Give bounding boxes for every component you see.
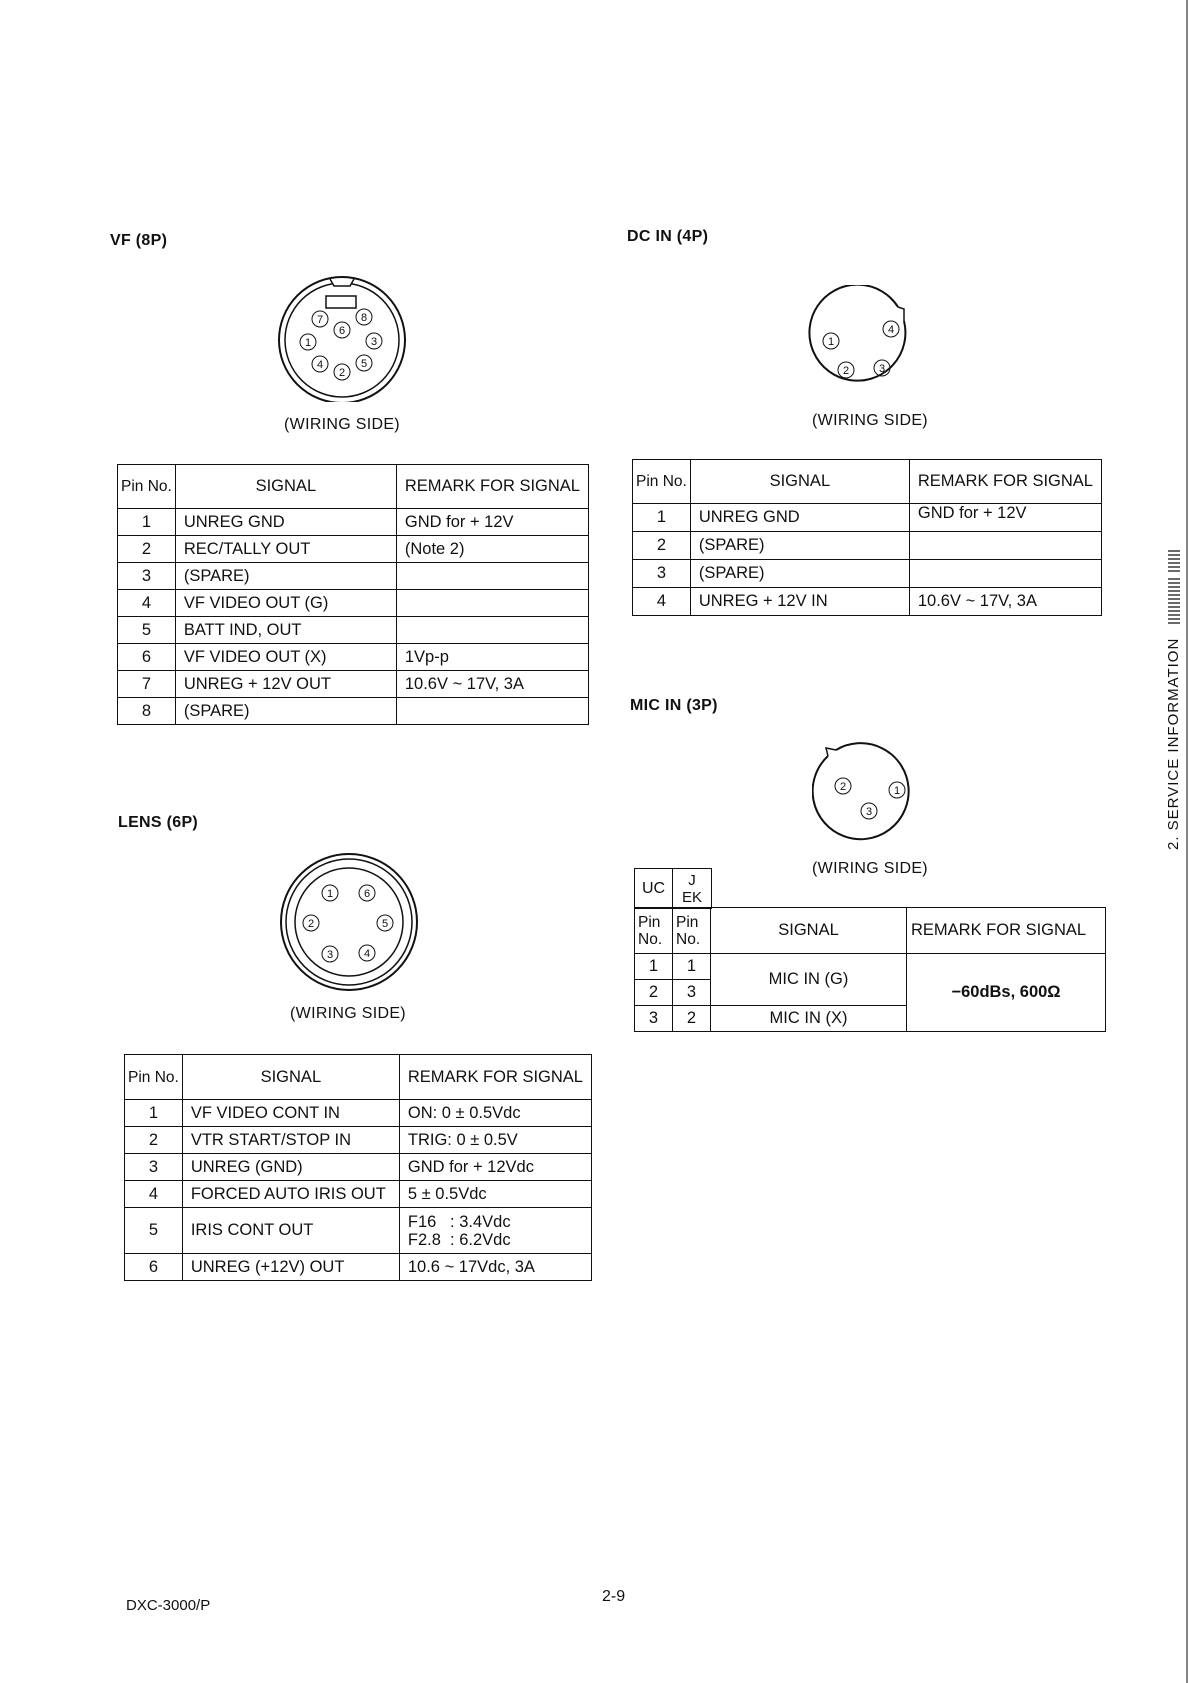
table-row [633, 532, 1102, 560]
table-row [118, 590, 589, 617]
remark-cell [396, 563, 588, 590]
remark-cell: TRIG: 0 ± 0.5V [399, 1127, 591, 1154]
svg-text:4: 4 [316, 359, 324, 371]
table-row [633, 560, 1102, 588]
signal-cell: UNREG + 12V OUT [175, 671, 396, 698]
signal-cell: (SPARE) [175, 563, 396, 590]
svg-text:1: 1 [304, 337, 312, 349]
lens-pin-table [124, 1054, 592, 1281]
pin-number: 4 [125, 1181, 183, 1208]
signal-cell: VF VIDEO CONT IN [182, 1100, 399, 1127]
signal-cell: (SPARE) [175, 698, 396, 725]
signal-column-header: SIGNAL [175, 465, 396, 509]
mic-in-region-header [634, 868, 712, 909]
svg-text:2: 2 [842, 365, 850, 377]
remark-column-header: REMARK FOR SIGNAL [399, 1055, 591, 1100]
vf-pin-table [117, 464, 589, 725]
dc-in-connector-diagram [808, 285, 920, 395]
table-row [635, 954, 1106, 980]
remark-cell: ON: 0 ± 0.5Vdc [399, 1100, 591, 1127]
pin-number: 5 [118, 617, 176, 644]
dc-in-heading: DC IN (4P) [627, 228, 709, 245]
svg-text:6: 6 [338, 325, 346, 337]
jek-region-label: J EK [673, 869, 712, 909]
svg-text:2: 2 [307, 918, 315, 930]
remark-column-header: REMARK FOR SIGNAL [909, 460, 1101, 504]
pin-number: 1 [125, 1100, 183, 1127]
remark-cell [399, 1208, 591, 1254]
remark-cell: (Note 2) [396, 536, 588, 563]
pin-number: 6 [118, 644, 176, 671]
mic-in-pin-table [634, 907, 1106, 1032]
remark-cell: 5 ± 0.5Vdc [399, 1181, 591, 1208]
mic-in-wiring-caption: (WIRING SIDE) [812, 860, 928, 877]
pin-number: 5 [125, 1208, 183, 1254]
signal-cell: VTR START/STOP IN [182, 1127, 399, 1154]
pin-number: 3 [633, 560, 691, 588]
footer-page-number: 2-9 [602, 1588, 626, 1605]
signal-cell: UNREG (+12V) OUT [182, 1254, 399, 1281]
table-row [125, 1127, 592, 1154]
pin-column-header: Pin No. [125, 1055, 183, 1100]
dc-in-table-header [633, 460, 1102, 504]
page-edge-line [1186, 0, 1188, 1683]
pin-number: 7 [118, 671, 176, 698]
signal-cell: BATT IND, OUT [175, 617, 396, 644]
signal-cell: UNREG (GND) [182, 1154, 399, 1181]
signal-cell: UNREG GND [690, 504, 909, 532]
section-side-tab [1165, 545, 1182, 850]
table-row [125, 1100, 592, 1127]
mic-in-connector-diagram [812, 738, 924, 848]
table-row [118, 698, 589, 725]
footer-model: DXC-3000/P [126, 1597, 211, 1614]
pin-uc-column-header: Pin No. [635, 908, 673, 954]
table-row [125, 1181, 592, 1208]
remark-column-header: REMARK FOR SIGNAL [907, 908, 1106, 954]
svg-text:4: 4 [363, 948, 371, 960]
pin-number: 4 [118, 590, 176, 617]
pin-number: 3 [125, 1154, 183, 1181]
table-row [633, 588, 1102, 616]
vf-wiring-caption: (WIRING SIDE) [284, 416, 400, 433]
svg-text:1: 1 [893, 785, 901, 797]
remark-cell [909, 532, 1101, 560]
remark-cell [909, 560, 1101, 588]
remark-column-header: REMARK FOR SIGNAL [396, 465, 588, 509]
svg-text:8: 8 [360, 312, 368, 324]
pin-column-header: Pin No. [118, 465, 176, 509]
svg-text:6: 6 [363, 888, 371, 900]
svg-text:5: 5 [381, 918, 389, 930]
signal-cell: REC/TALLY OUT [175, 536, 396, 563]
table-row [125, 1154, 592, 1181]
signal-cell: IRIS CONT OUT [182, 1208, 399, 1254]
table-row [118, 617, 589, 644]
remark-cell: 1Vp-p [396, 644, 588, 671]
remark-line: F2.8 : 6.2Vdc [407, 1230, 511, 1249]
svg-text:3: 3 [326, 949, 334, 961]
remark-cell: 10.6 ~ 17Vdc, 3A [399, 1254, 591, 1281]
lens-connector-diagram [275, 850, 425, 992]
svg-text:3: 3 [878, 363, 886, 375]
vf-table-header [118, 465, 589, 509]
table-row [118, 644, 589, 671]
svg-text:3: 3 [370, 336, 378, 348]
pin-number-uc: 2 [635, 980, 673, 1006]
pin-number: 4 [633, 588, 691, 616]
pin-number: 8 [118, 698, 176, 725]
pin-number-uc: 3 [635, 1006, 673, 1032]
dc-in-wiring-caption: (WIRING SIDE) [812, 412, 928, 429]
remark-cell [396, 617, 588, 644]
remark-cell: 10.6V ~ 17V, 3A [909, 588, 1101, 616]
lens-wiring-caption: (WIRING SIDE) [290, 1005, 406, 1022]
svg-text:7: 7 [316, 314, 324, 326]
signal-cell: FORCED AUTO IRIS OUT [182, 1181, 399, 1208]
pin-number: 1 [633, 504, 691, 532]
tab-marker-icon [1167, 545, 1181, 625]
table-row [118, 536, 589, 563]
svg-text:1: 1 [827, 336, 835, 348]
pin-number: 1 [118, 509, 176, 536]
remark-cell: GND for + 12V [396, 509, 588, 536]
table-row [118, 671, 589, 698]
signal-column-header: SIGNAL [711, 908, 907, 954]
pin-number-jek: 3 [673, 980, 711, 1006]
table-row [633, 504, 1102, 532]
signal-column-header: SIGNAL [182, 1055, 399, 1100]
pin-number: 6 [125, 1254, 183, 1281]
mic-in-table-header [635, 908, 1106, 954]
uc-region-label: UC [635, 869, 673, 909]
pin-jek-column-header: Pin No. [673, 908, 711, 954]
mic-in-heading: MIC IN (3P) [630, 697, 718, 714]
remark-cell: GND for + 12Vdc [399, 1154, 591, 1181]
signal-cell: MIC IN (G) [711, 954, 907, 1006]
svg-text:1: 1 [326, 888, 334, 900]
pin-number: 2 [633, 532, 691, 560]
pin-number: 3 [118, 563, 176, 590]
remark-cell [396, 698, 588, 725]
remark-cell: −60dBs, 600Ω [907, 954, 1106, 1032]
table-row [125, 1208, 592, 1254]
remark-cell: 10.6V ~ 17V, 3A [396, 671, 588, 698]
lens-table-header [125, 1055, 592, 1100]
svg-text:2: 2 [338, 367, 346, 379]
signal-cell: (SPARE) [690, 560, 909, 588]
lens-heading: LENS (6P) [118, 814, 199, 831]
remark-cell [396, 590, 588, 617]
pin-column-header: Pin No. [633, 460, 691, 504]
pin-number-jek: 2 [673, 1006, 711, 1032]
signal-cell: VF VIDEO OUT (G) [175, 590, 396, 617]
table-row [118, 563, 589, 590]
signal-cell: (SPARE) [690, 532, 909, 560]
svg-text:4: 4 [887, 324, 895, 336]
pin-number: 2 [125, 1127, 183, 1154]
signal-column-header: SIGNAL [690, 460, 909, 504]
pin-number-jek: 1 [673, 954, 711, 980]
signal-cell: UNREG GND [175, 509, 396, 536]
dc-in-pin-table [632, 459, 1102, 616]
pin-number-uc: 1 [635, 954, 673, 980]
pin-number: 2 [118, 536, 176, 563]
signal-cell: MIC IN (X) [711, 1006, 907, 1032]
svg-text:3: 3 [865, 806, 873, 818]
table-row [118, 509, 589, 536]
remark-cell: GND for + 12V [909, 504, 1101, 532]
section-label: 2. SERVICE INFORMATION [1165, 637, 1182, 850]
svg-text:2: 2 [839, 781, 847, 793]
signal-cell: UNREG + 12V IN [690, 588, 909, 616]
vf-heading: VF (8P) [110, 232, 168, 249]
remark-line: F16 : 3.4Vdc [407, 1212, 511, 1231]
svg-text:5: 5 [360, 358, 368, 370]
signal-cell: VF VIDEO OUT (X) [175, 644, 396, 671]
vf-connector-diagram [272, 272, 412, 402]
table-row [125, 1254, 592, 1281]
